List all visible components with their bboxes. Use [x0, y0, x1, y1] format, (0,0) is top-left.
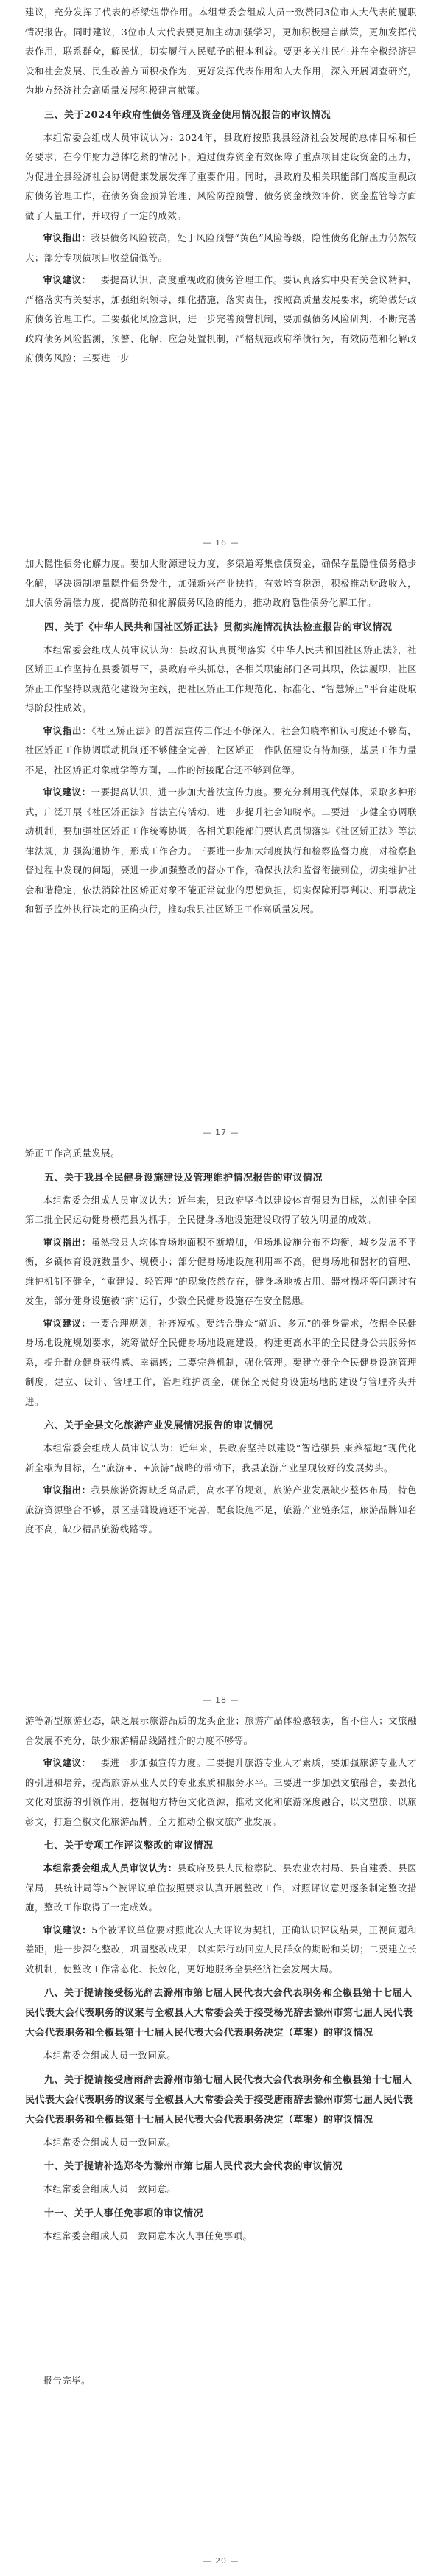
paragraph — [25, 1711, 417, 1751]
section-heading: 九、关于提请接受唐雨辞去滁州市第七届人民代表大会代表职务和全椒县第十七届人民代表大会代表职务的议案与全椒县人大常委会关于接受唐雨辞去滁州市第七届人民代表大会代表职务和全椒县第十七届人民代表大会代表职务决定（草案）的审议情况 — [25, 2074, 413, 2126]
paragraph — [25, 1144, 417, 1164]
paragraph — [25, 783, 417, 920]
paragraph — [25, 640, 417, 719]
paragraph — [25, 1481, 417, 1540]
paragraph-lead: 审议指出： — [43, 232, 91, 243]
paragraph — [25, 128, 417, 226]
paragraph-text: 一要合理规划，补齐短板。要结合群众“就近、多元”的健身需求，依据全民健身场地设施规划要求，统筹做好全民健身场地设施建设，构建更高水平的全民健身公共服务体系，提升群众健身获得感、幸福感；二要完善机制，强化管理。要建立健全全民健身设施管理制度，建立、设计、管理工作，管理维护资金，确保全民健身设施场地的建设与管理齐头并进。 — [25, 1318, 417, 1407]
paragraph-text: 本组常委会组成人员审议认为：近年来，县政府坚持以建设体育强县为目标，以创建全国第二批全民运动健身模范县为抓手，全民健身场地设施建设取得了较为明显的成效。 — [25, 1195, 417, 1225]
section-heading: 三、关于2024年政府性债务管理及资金使用情况报告的审议情况 — [44, 109, 332, 121]
page-number: — 20 — — [203, 2556, 239, 2566]
paragraph — [25, 1439, 417, 1478]
paragraph-text: 本组常委会组成人员一致同意本次人事任免事项。 — [43, 2230, 253, 2241]
paragraph-text: 我县债务风险较高，处于风险预警“黄色”风险等级，隐性债务化解压力仍然较大；部分专项债项目收益偏低等。 — [25, 233, 417, 263]
page-17 — [0, 553, 442, 1128]
paragraph-text: 本组常委会组成人员一致同意。 — [43, 2137, 177, 2148]
paragraph-text: 虽然我县人均体育场地面积不断增加，但场地设施分布不均衡，城乡发展不平衡，乡镇体育设施数量少、规模小；部分健身场地设施利用率不高，健身场地和器材的管理、维护机制不健全，“重建设、轻管理”的现象依然存在，健身场地被占用、器材损坏等问题时有发生，部分健身设施被“病”运行，少数全民健身设施存在安全隐患。 — [25, 1237, 417, 1306]
paragraph-text: 一要进一步加强宣传力度。二要提升旅游专业人才素质，要加强旅游专业人才的引进和培养，提高旅游从业人员的专业素质和服务水平。三要进一步加强文旅融合，要强化文化对旅游的引领作用，挖掘地方特色文化资源，推动文化和旅游深度融合，以文塑旅、以旅彰文，打造全椒文化旅游品牌，全力推动全椒文旅产业发展。 — [25, 1758, 417, 1827]
paragraph-lead: 本组常委会组成人员审议认为： — [43, 1863, 178, 1874]
paragraph — [25, 2133, 417, 2153]
paragraph-lead: 审议建议： — [43, 274, 91, 285]
paragraph-text: 本组常委会组成人员一致同意。 — [43, 2050, 177, 2061]
paragraph-text: 矫正工作高质量发展。 — [25, 1148, 120, 1159]
paragraph — [25, 1753, 417, 1832]
paragraph-text: 本组常委会组成人员审议认为：近年来，县政府坚持以建设“智造强县 康养福地”现代化新全椒为目标，在“旅游+、+旅游”战略的带动下，我县旅游产业呈现较好的发展势头。 — [25, 1443, 417, 1473]
paragraph-lead: 审议建议： — [43, 1317, 91, 1329]
page-body — [25, 3, 417, 371]
paragraph-lead: 审议指出： — [43, 1236, 91, 1248]
paragraph-text: 加大隐性债务化解力度。要加大财源建设力度，多渠道筹集偿债资金，确保存量隐性债务稳步化解，坚决遏制增量隐性债务发生，加强新兴产业扶持，有效培育税源，积极推动财政收入，加大债务清偿力度，提高防范和化解债务风险的能力，推动政府隐性债务化解工作。 — [25, 559, 417, 608]
paragraph — [25, 2046, 417, 2066]
paragraph-text: 一要提高认识，进一步加大普法宣传力度。要充分利用现代媒体，采取多种形式，广泛开展《社区矫正法》普法宣传活动，进一步提升社会知晓率。二要进一步健全协调联动机制，要加强社区矫正工作统筹协调，各相关职能部门要认真贯彻落实《社区矫正法》等法律法规，加强沟通协作，形成工作合力。三要进一步加大制度执行和检察监督力度，对检察监督过程中发现的问题，要进一步加强整改的督办工作，确保执法和监督衔接到位，切实维护社会和谐稳定，依法消除社区矫正对象不能正常就业的思想负担，切实保障刑事判决、刑事裁定和暂予监外执行决定的正确执行，推动我县社区矫正工作高质量发展。 — [25, 787, 417, 915]
page-body — [25, 1144, 417, 1543]
page-19 — [0, 1710, 442, 2359]
paragraph-lead: 审议建议： — [43, 786, 91, 797]
page-16 — [0, 0, 442, 538]
paragraph-lead: 审议建议： — [43, 1924, 92, 1936]
paragraph — [25, 1859, 417, 1918]
page-body — [25, 554, 417, 923]
section-heading: 五、关于我县全民健身设施建设及管理维护情况报告的审议情况 — [44, 1172, 323, 1184]
paragraph — [25, 3, 417, 101]
page-number: — 16 — — [203, 538, 239, 548]
page-number: — 18 — — [203, 1695, 239, 1705]
page-body — [25, 1711, 417, 2249]
paragraph-text: 建议，充分发挥了代表的桥梁纽带作用。本组常委会组成人员一致赞同3位市人大代表的履职情况报告。同时建议，3位市人大代表要更加主动加强学习，更加积极建言献策，更加发挥代表作用，联系群众，解民忧，切实履行人民赋予的根本利益。要更多关注民生并在全椒经济建设和社会发展、民生改善方面积极作为，更好发挥代表作用和人大作用，深入开展调查研究，为地方经济社会高质量发展积极建言献策。 — [25, 7, 417, 96]
paragraph-text: 我县旅游资源缺乏高品质，高水平的规划，旅游产业发展缺少整体布局，特色旅游资源整合不够，景区基础设施还不完善，配套设施不足，旅游产业链条短，旅游品牌知名度不高，缺少精品旅游线路等。 — [25, 1485, 417, 1535]
paragraph-lead: 审议指出： — [43, 1484, 91, 1495]
paragraph — [25, 2227, 417, 2247]
paragraph-text: 本组常委会组成人员审议认为：2024年，县政府按照我县经济社会发展的总体目标和任务要求，在今年财力总体吃紧的情况下，通过债券资金有效保障了重点项目建设资金的压力，为促进全县经济社会协调健康发展发挥了重要作用。同时，县政府及相关职能部门高度重视政府债务管理工作，在债务资金预算管理、风险防控预警、债务资金绩效评价、资金监管等方面做了大量工作，并取得了一定的成效。 — [25, 132, 417, 221]
paragraph — [25, 1314, 417, 1412]
section-heading: 八、关于提请接受杨光辞去滁州市第七届人民代表大会代表职务和全椒县第十七届人民代表大会代表职务的议案与全椒县人大常委会关于接受杨光辞去滁州市第七届人民代表大会代表职务和全椒县第十七届人民代表大会代表职务决定（草案）的审议情况 — [25, 1988, 413, 2039]
paragraph-text: 一要提高认识，高度重视政府债务管理工作。要认真落实中央有关会议精神，严格落实有关要求，加强组织领导，细化措施，落实责任，按照高质量发展要求，统筹做好政府债务管理工作。二要强化风险意识，进一步完善预警机制，要加强债务风险研判，不断完善政府债务风险监测，预警、化解、应急处置机制，严格规范政府举债行为，有效防范和化解政府债务风险；三要进一步 — [25, 275, 417, 363]
paragraph-lead: 审议建议： — [43, 1757, 91, 1768]
paragraph-text: 《社区矫正法》的普法宣传工作还不够深入，社会知晓率和认可度还不够高，社区矫正工作协调联动机制还不够健全完善，社区矫正工作队伍建设有待加强，基层工作力量不足，社区矫正对象就学等方面，工作的衔接配合还不够到位等。 — [25, 725, 417, 775]
section-heading: 十一、关于人事任免事项的审议情况 — [44, 2207, 204, 2219]
paragraph — [25, 1233, 417, 1311]
page-body — [25, 2371, 417, 2394]
page-number: — 17 — — [203, 1128, 239, 1137]
paragraph-text: 本组常委会组成人员一致同意。 — [43, 2184, 177, 2194]
paragraph-text: 县政府及县人民检察院、县农业农村局、县自建委、县医保局，县统计局等5个被评议单位按照要求认真开展整改工作，对照评议意见逐条制定整改措施，整改工作取得了一定成效。 — [25, 1863, 417, 1913]
section-heading: 七、关于专项工作评议整改的审议情况 — [44, 1840, 214, 1851]
section-heading: 六、关于全县文化旅游产业发展情况报告的审议情况 — [44, 1420, 273, 1431]
paragraph — [25, 554, 417, 613]
paragraph — [25, 270, 417, 369]
paragraph — [25, 722, 417, 781]
paragraph — [25, 228, 417, 268]
paragraph-text: 本组常委会组成人员审议认为：县政府认真贯彻落实《中华人民共和国社区矫正法》，社区矫正工作坚持在县委领导下，县政府牵头抓总，各相关职能部门各司其职，依法履职，社区矫正工作坚持以规范化建设为主线，把社区矫正工作规范化、标准化、“智慧矫正”平台建设取得阶段性成效。 — [25, 644, 417, 713]
paragraph-text: 报告完毕。 — [43, 2376, 91, 2386]
paragraph — [25, 2371, 417, 2391]
paragraph-text: 5个被评议单位要对照此次人大评议为契机，正确认识评议结果，正视问题和差距，进一步深化整改，巩固整改成果，以实际行动回应人民群众的期盼和关切；二要建立长效机制，使整改工作常态化、长效化，更好地服务全县经济社会发展大局。 — [25, 1924, 417, 1975]
paragraph-text: 游等新型旅游业态，缺乏展示旅游品质的龙头企业；旅游产品体验感较弱，留不住人；文旅融合发展不充分，缺少旅游精品线路推介的力度不够等。 — [25, 1716, 417, 1746]
page-18 — [0, 1142, 442, 1695]
paragraph-lead: 审议指出： — [43, 725, 92, 736]
section-heading: 四、关于《中华人民共和国社区矫正法》贯彻实施情况执法检查报告的审议情况 — [44, 621, 393, 633]
paragraph — [25, 1191, 417, 1230]
page-20 — [0, 2370, 442, 2576]
paragraph — [25, 2179, 417, 2199]
paragraph — [25, 1921, 417, 1980]
section-heading: 十、关于提请补选郑冬为滁州市第七届人民代表大会代表的审议情况 — [44, 2161, 343, 2172]
